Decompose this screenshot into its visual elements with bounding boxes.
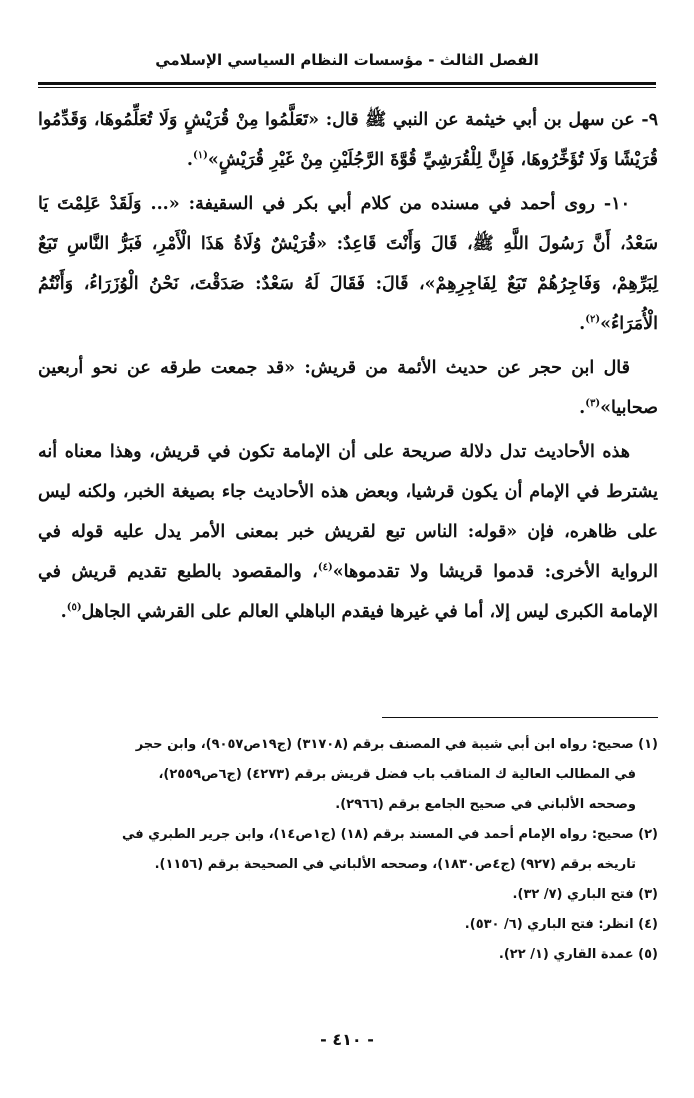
footnote-1-cont: وصححه الألباني في صحيح الجامع برقم (٢٩٦٦). [335, 797, 636, 812]
footnote-ref: (٣) [585, 398, 601, 410]
footnote-2-cont: تاريخه برقم (٩٢٧) (ج٤ص١٨٣٠)، وصححه الألباني في الصحيحة برقم (١١٥٦). [154, 857, 636, 872]
page-number: - ٤١٠ - [320, 1030, 374, 1049]
footnote-ref: (٢) [585, 314, 601, 326]
paragraph-text: ، والمقصود بالطبع تقديم قريش في الإمامة الكبرى ليس إلا، أما في غيرها فيقدم الباهلي العالم على القرشي الجاهل [38, 562, 658, 622]
main-text [38, 100, 658, 636]
paragraph-text: ٩- عن سهل بن أبي خيثمة عن النبي ﷺ قال: «تَعَلَّمُوا مِنْ قُرَيْشٍ وَلَا تُعَلِّمُوهَا، وَقَدِّمُوا قُرَيْشًا وَلَا تُؤَخِّرُوهَا، فَإِنَّ لِلْقُرَشِيِّ قُوَّةَ الرَّجُلَيْنِ مِنْ غَيْرِ قُرَيْشٍ» [38, 110, 658, 170]
paragraph-hadith-9: ٩- عن سهل بن أبي خيثمة عن النبي ﷺ قال: «تَعَلَّمُوا مِنْ قُرَيْشٍ وَلَا تُعَلِّمُوهَا، وَقَدِّمُوا قُرَيْشًا وَلَا تُؤَخِّرُوهَا، فَإِنَّ لِلْقُرَشِيِّ قُوَّةَ الرَّجُلَيْنِ مِنْ غَيْرِ قُرَيْشٍ»$^{(١)}$. [38, 110, 658, 170]
paragraph-commentary: هذه الأحاديث تدل دلالة صريحة على أن الإمامة تكون في قريش، وهذا معناه أنه يشترط في الإمام أن يكون قرشيا، وبعض هذه الأحاديث جاء بصيغة الخبر، ولكنه ليس على ظاهره، فإن «قوله: الناس تبع لقريش خبر بمعنى الأمر يدل عليه قوله في الرواية الأخرى: قدموا قريشا ولا تقدموها»$^{(٤)}$، والمقصود بالطبع تقديم قريش في الإمامة الكبرى ليس إلا، أما في غيرها فيقدم الباهلي العالم على القرشي الجاهل$^{(٥)}$. [38, 442, 658, 622]
footnotes [38, 730, 658, 970]
running-header: الفصل الثالث - مؤسسات النظام السياسي الإسلامي [155, 51, 539, 69]
footnote-1: (١) صحيح: رواه ابن أبي شيبة في المصنف برقم (٣١٧٠٨) (ج١٩ص٩٠٥٧)، وابن حجر [135, 737, 658, 752]
paragraph-hadith-10: ١٠- روى أحمد في مسنده من كلام أبي بكر في السقيفة: «... وَلَقَدْ عَلِمْتَ يَا سَعْدُ، أَنَّ رَسُولَ اللَّهِ ﷺ، قَالَ وَأَنْتَ قَاعِدٌ: «قُرَيْشٌ وُلَاةُ هَذَا الْأَمْرِ، فَبَرُّ النَّاسِ تَبَعٌ لِبَرِّهِمْ، وَفَاجِرُهُمْ تَبَعٌ لِفَاجِرِهِمْ»، قَالَ: فَقَالَ لَهُ سَعْدٌ: صَدَقْتَ، نَحْنُ الْوُزَرَاءُ، وَأَنْتُمُ الْأُمَرَاءُ»$^{(٢)}$. [38, 194, 658, 334]
paragraph-text: ١٠- روى أحمد في مسنده من كلام أبي بكر في السقيفة: «... وَلَقَدْ عَلِمْتَ يَا سَعْدُ، أَنَّ رَسُولَ اللَّهِ ﷺ، قَالَ وَأَنْتَ قَاعِدٌ: «قُرَيْشٌ وُلَاةُ هَذَا الْأَمْرِ، فَبَرُّ النَّاسِ تَبَعٌ لِبَرِّهِمْ، وَفَاجِرُهُمْ تَبَعٌ لِفَاجِرِهِمْ»، قَالَ: فَقَالَ لَهُ سَعْدٌ: صَدَقْتَ، نَحْنُ الْوُزَرَاءُ، وَأَنْتُمُ الْأُمَرَاءُ» [38, 194, 658, 334]
footnote-5: (٥) عمدة القاري (١/ ٢٢). [498, 947, 658, 962]
footnote-ref: (٥) [66, 602, 82, 614]
footnote-ref: (٤) [317, 562, 333, 574]
header-rule [38, 82, 656, 88]
footnote-2: (٢) صحيح: رواه الإمام أحمد في المسند برقم (١٨) (ج١ص١٤)، وابن جرير الطبري في [121, 827, 658, 842]
footnote-ref: (١) [193, 150, 208, 162]
paragraph-text: هذه الأحاديث تدل دلالة صريحة على أن الإمامة تكون في قريش، وهذا معناه أنه يشترط في الإمام أن يكون قرشيا، وبعض هذه الأحاديث جاء بصيغة الخبر، ولكنه ليس على ظاهره، فإن «قوله: الناس تبع لقريش خبر بمعنى الأمر يدل عليه قوله في الرواية الأخرى: قدموا قريشا ولا تقدموها» [38, 442, 658, 582]
paragraph-text: قال ابن حجر عن حديث الأئمة من قريش: «قد جمعت طرقه عن نحو أربعين صحابيا» [38, 358, 658, 418]
paragraph-ibn-hajar: قال ابن حجر عن حديث الأئمة من قريش: «قد جمعت طرقه عن نحو أربعين صحابيا»$^{(٣)}$. [38, 358, 658, 418]
footnote-separator [382, 717, 658, 718]
footnote-4: (٤) انظر: فتح الباري (٦/ ٥٣٠). [464, 917, 658, 932]
footnote-3: (٣) فتح الباري (٧/ ٣٢). [512, 887, 658, 902]
footnote-1-cont: في المطالب العالية ك المناقب باب فضل قريش برقم (٤٢٧٣) (ج٦ص٢٥٥٩)، [158, 767, 636, 782]
